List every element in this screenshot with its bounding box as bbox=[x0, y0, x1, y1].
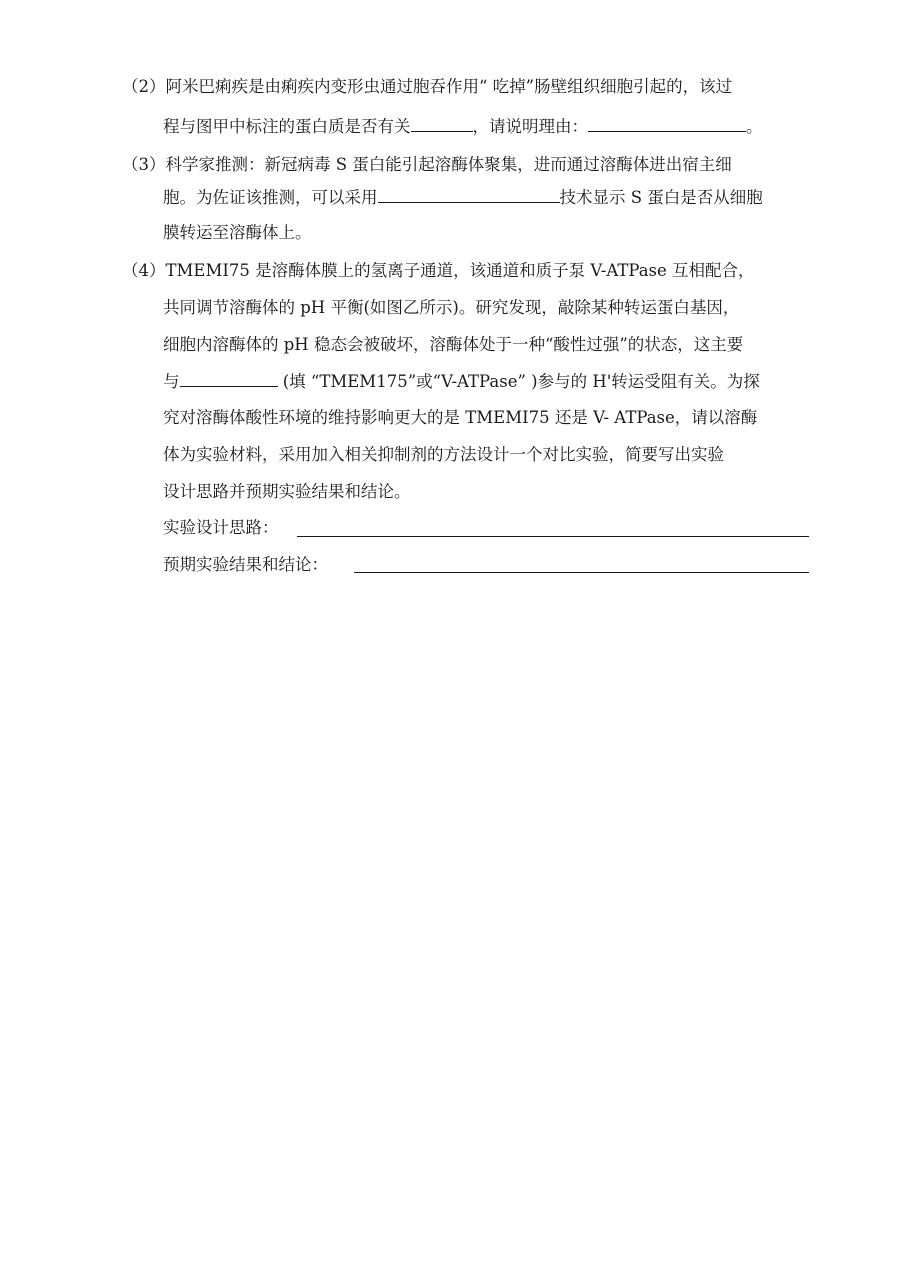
q2-line-2-text-c: 。 bbox=[746, 117, 763, 136]
q3-line-1: （3）科学家推测：新冠病毒 S 蛋白能引起溶酶体聚集，进而通过溶酶体进出宿主细 bbox=[122, 155, 732, 174]
q2-line-1: （2）阿米巴痢疾是由痢疾内变形虫通过胞吞作用“ 吃掉”肠壁组织细胞引起的，该过 bbox=[122, 77, 733, 96]
q4-line-6: 体为实验材料，采用加入相关抑制剂的方法设计一个对比实验，简要写出实验 bbox=[163, 445, 724, 464]
q3-line-2-text-b: 技术显示 S 蛋白是否从细胞 bbox=[559, 188, 763, 207]
q4-line-2: 共同调节溶酶体的 pH 平衡(如图乙所示)。研究发现，敲除某种转运蛋白基因， bbox=[163, 298, 740, 317]
q4-line-5: 究对溶酶体酸性环境的维持影响更大的是 TMEMI75 还是 V- ATPase，请以溶酶 bbox=[163, 408, 758, 427]
q4-line-4 bbox=[163, 370, 760, 393]
q4-line-7: 设计思路并预期实验结果和结论。 bbox=[163, 482, 411, 501]
q4-result-answer-line[interactable] bbox=[354, 572, 809, 573]
q4-answer-blank-protein[interactable] bbox=[180, 370, 278, 387]
q2-line-2-text-a: 程与图甲中标注的蛋白质是否有关 bbox=[163, 117, 411, 136]
q3-answer-blank-technique[interactable] bbox=[378, 186, 560, 203]
q4-line-3: 细胞内溶酶体的 pH 稳态会被破坏，溶酶体处于一种“酸性过强”的状态，这主要 bbox=[163, 335, 744, 354]
q4-design-answer-line[interactable] bbox=[297, 536, 809, 537]
q2-line-2-text-b: ，请说明理由： bbox=[472, 117, 588, 136]
q3-line-2 bbox=[163, 186, 763, 209]
q2-line-2 bbox=[163, 115, 763, 138]
q4-result-label: 预期实验结果和结论： bbox=[163, 555, 328, 574]
q3-line-2-text-a: 胞。为佐证该推测，可以采用 bbox=[163, 188, 378, 207]
q4-line-1: （4）TMEMI75 是溶酶体膜上的氢离子通道，该通道和质子泵 V-ATPase 互相配合， bbox=[122, 261, 755, 280]
q4-line-4-text-b: (填 “TMEM175”或“V-ATPase” )参与的 H'转运受阻有关。为探 bbox=[277, 372, 760, 391]
q4-line-4-text-a: 与 bbox=[163, 372, 180, 391]
q2-answer-blank-related[interactable] bbox=[411, 115, 473, 132]
q4-design-label: 实验设计思路： bbox=[163, 518, 279, 537]
q2-answer-blank-reason[interactable] bbox=[588, 115, 746, 132]
q3-line-3: 膜转运至溶酶体上。 bbox=[163, 223, 312, 242]
